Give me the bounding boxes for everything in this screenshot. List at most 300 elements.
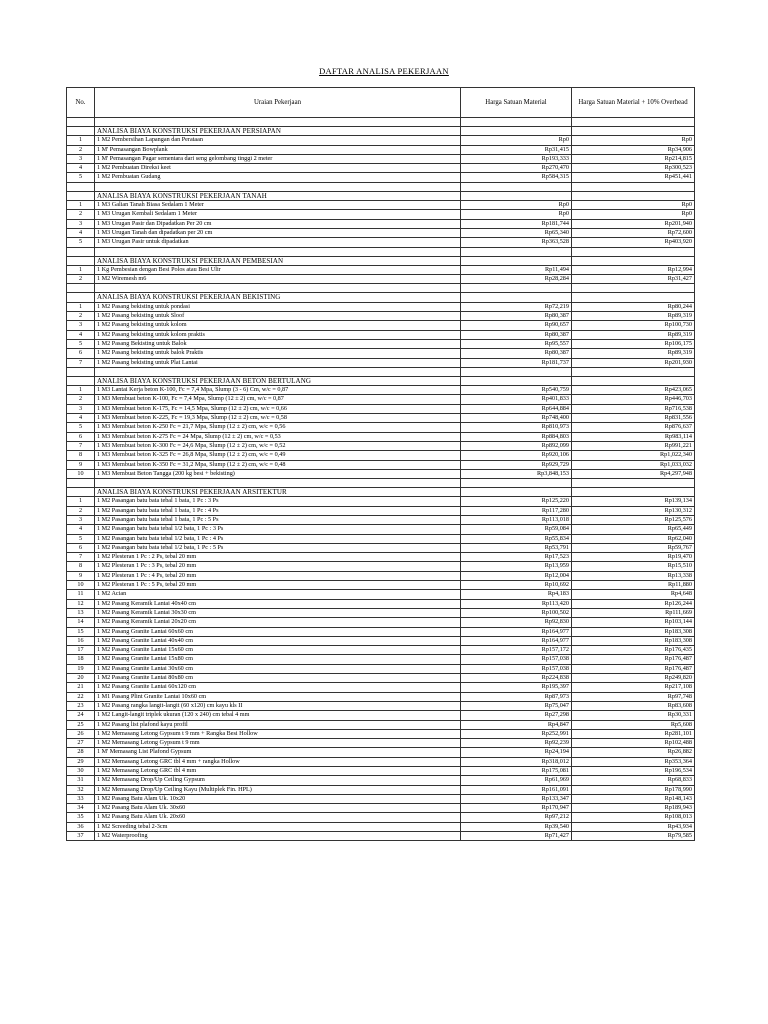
work-description: 1 M3 Membuat beton K-350 Fc = 31,2 Mpa, Slump (12 ± 2) cm, w/c = 0,48 bbox=[95, 460, 461, 469]
row-number: 4 bbox=[67, 414, 95, 423]
row-number: 1 bbox=[67, 201, 95, 210]
row-number: 10 bbox=[67, 469, 95, 478]
price-with-overhead: Rp126,244 bbox=[572, 599, 695, 608]
work-description: 1 M1 Pasang Plint Granite Lantai 10x60 cm bbox=[95, 692, 461, 701]
empty-cell bbox=[67, 247, 95, 256]
row-number: 35 bbox=[67, 813, 95, 822]
section-header-row bbox=[67, 293, 695, 302]
price-with-overhead: Rp106,175 bbox=[572, 339, 695, 348]
row-number: 1 bbox=[67, 386, 95, 395]
material-price: Rp929,729 bbox=[461, 460, 572, 469]
material-price: Rp540,759 bbox=[461, 386, 572, 395]
empty-cell bbox=[461, 367, 572, 376]
material-price: Rp164,977 bbox=[461, 627, 572, 636]
section-title: ANALISA BIAYA KONSTRUKSI PEKERJAAN BETON BERTULANG bbox=[95, 376, 461, 385]
table-row bbox=[67, 210, 695, 219]
row-number: 5 bbox=[67, 238, 95, 247]
work-description: 1 M2 Pasang bekisting untuk kolom praktis bbox=[95, 330, 461, 339]
work-description: 1 M2 Pasang bekisting untuk pondasi bbox=[95, 302, 461, 311]
row-number: 2 bbox=[67, 275, 95, 284]
price-with-overhead: Rp34,906 bbox=[572, 145, 695, 154]
material-price: Rp80,387 bbox=[461, 330, 572, 339]
price-with-overhead: Rp196,534 bbox=[572, 767, 695, 776]
table-row bbox=[67, 432, 695, 441]
price-with-overhead: Rp183,308 bbox=[572, 627, 695, 636]
empty-cell bbox=[572, 293, 695, 302]
price-with-overhead: Rp4,297,948 bbox=[572, 469, 695, 478]
work-description: 1 M2 Pasang Granite Lantai 80x80 cm bbox=[95, 674, 461, 683]
row-number: 4 bbox=[67, 525, 95, 534]
row-number: 11 bbox=[67, 590, 95, 599]
material-price: Rp584,315 bbox=[461, 173, 572, 182]
table-row bbox=[67, 748, 695, 757]
price-with-overhead: Rp201,930 bbox=[572, 358, 695, 367]
table-row bbox=[67, 720, 695, 729]
work-description: 1 M2 Pasang Keramik Lantai 20x20 cm bbox=[95, 618, 461, 627]
table-row bbox=[67, 729, 695, 738]
material-price: Rp193,333 bbox=[461, 154, 572, 163]
material-price: Rp75,047 bbox=[461, 701, 572, 710]
work-description: 1 M2 Memasang Letong GRC tbl 4 mm bbox=[95, 767, 461, 776]
row-number: 6 bbox=[67, 543, 95, 552]
price-with-overhead: Rp831,556 bbox=[572, 414, 695, 423]
empty-cell bbox=[95, 479, 461, 488]
table-row bbox=[67, 302, 695, 311]
work-description: 1 M2 Pasangan batu bata tebal 1/2 bata, 1 Pc : 5 Ps bbox=[95, 543, 461, 552]
table-row bbox=[67, 832, 695, 841]
table-row bbox=[67, 451, 695, 460]
price-with-overhead: Rp4,648 bbox=[572, 590, 695, 599]
row-number: 29 bbox=[67, 757, 95, 766]
table-row bbox=[67, 228, 695, 237]
material-price: Rp92,830 bbox=[461, 618, 572, 627]
work-description: 1 M2 Pasang bekisting untuk balok Praktis bbox=[95, 349, 461, 358]
price-with-overhead: Rp1,033,032 bbox=[572, 460, 695, 469]
empty-cell bbox=[67, 118, 95, 127]
table-row bbox=[67, 627, 695, 636]
row-number: 15 bbox=[67, 627, 95, 636]
table-row bbox=[67, 349, 695, 358]
row-number: 32 bbox=[67, 785, 95, 794]
price-with-overhead: Rp0 bbox=[572, 210, 695, 219]
price-with-overhead: Rp876,637 bbox=[572, 423, 695, 432]
price-with-overhead: Rp62,040 bbox=[572, 534, 695, 543]
row-number: 37 bbox=[67, 832, 95, 841]
price-with-overhead: Rp31,427 bbox=[572, 275, 695, 284]
table-row bbox=[67, 692, 695, 701]
price-with-overhead: Rp89,319 bbox=[572, 312, 695, 321]
row-number: 28 bbox=[67, 748, 95, 757]
spacer-row bbox=[67, 367, 695, 376]
material-price: Rp55,834 bbox=[461, 534, 572, 543]
material-price: Rp892,099 bbox=[461, 441, 572, 450]
row-number: 3 bbox=[67, 219, 95, 228]
empty-cell bbox=[95, 367, 461, 376]
row-number: 8 bbox=[67, 562, 95, 571]
row-number: 9 bbox=[67, 460, 95, 469]
price-with-overhead: Rp125,576 bbox=[572, 515, 695, 524]
work-description: 1 M3 Lantai Kerja beton K-100, Fc = 7,4 Mpa, Slump (3 - 6) Cm, w/c = 0,87 bbox=[95, 386, 461, 395]
material-price: Rp28,284 bbox=[461, 275, 572, 284]
price-with-overhead: Rp214,815 bbox=[572, 154, 695, 163]
table-row bbox=[67, 543, 695, 552]
empty-cell bbox=[67, 488, 95, 497]
table-row bbox=[67, 469, 695, 478]
row-number: 8 bbox=[67, 451, 95, 460]
spacer-row bbox=[67, 284, 695, 293]
row-number: 19 bbox=[67, 664, 95, 673]
table-row bbox=[67, 739, 695, 748]
material-price: Rp252,991 bbox=[461, 729, 572, 738]
price-with-overhead: Rp451,441 bbox=[572, 173, 695, 182]
price-with-overhead: Rp183,308 bbox=[572, 636, 695, 645]
work-description: 1 M2 Pasangan batu bata tebal 1 bata, 1 Pc : 5 Ps bbox=[95, 515, 461, 524]
section-title: ANALISA BIAYA KONSTRUKSI PEKERJAAN ARSITEKTUR bbox=[95, 488, 461, 497]
price-with-overhead: Rp80,244 bbox=[572, 302, 695, 311]
table-row bbox=[67, 813, 695, 822]
row-number: 31 bbox=[67, 776, 95, 785]
table-row bbox=[67, 822, 695, 831]
section-title: ANALISA BIAYA KONSTRUKSI PEKERJAAN PEMBESIAN bbox=[95, 256, 461, 265]
price-with-overhead: Rp15,510 bbox=[572, 562, 695, 571]
work-description: 1 M2 Memasang Letong Gypsum t 9 mm bbox=[95, 739, 461, 748]
material-price: Rp170,947 bbox=[461, 804, 572, 813]
table-row bbox=[67, 312, 695, 321]
empty-cell bbox=[67, 191, 95, 200]
material-price: Rp884,803 bbox=[461, 432, 572, 441]
material-price: Rp71,427 bbox=[461, 832, 572, 841]
work-description: 1 Kg Pembesian dengan Besi Polos atau Besi Ulir bbox=[95, 265, 461, 274]
empty-cell bbox=[67, 293, 95, 302]
row-number: 7 bbox=[67, 358, 95, 367]
empty-cell bbox=[572, 191, 695, 200]
empty-cell bbox=[461, 479, 572, 488]
price-with-overhead: Rp72,600 bbox=[572, 228, 695, 237]
material-price: Rp90,657 bbox=[461, 321, 572, 330]
empty-cell bbox=[67, 479, 95, 488]
work-description: 1 M2 Pasang Batu Alam Uk. 10x20 bbox=[95, 794, 461, 803]
empty-cell bbox=[67, 284, 95, 293]
price-with-overhead: Rp12,994 bbox=[572, 265, 695, 274]
material-price: Rp72,219 bbox=[461, 302, 572, 311]
price-with-overhead: Rp148,143 bbox=[572, 794, 695, 803]
price-with-overhead: Rp59,767 bbox=[572, 543, 695, 552]
empty-cell bbox=[572, 127, 695, 136]
table-row bbox=[67, 339, 695, 348]
document-title: DAFTAR ANALISA PEKERJAAN bbox=[319, 66, 449, 76]
material-price: Rp31,415 bbox=[461, 145, 572, 154]
work-description: 1 M2 Memasang Letong Gypsum t 9 mm + Rangka Besi Hollow bbox=[95, 729, 461, 738]
table-row bbox=[67, 711, 695, 720]
table-row bbox=[67, 599, 695, 608]
empty-cell bbox=[95, 118, 461, 127]
work-description: 1 M2 Pasang Bekisting untuk Balok bbox=[95, 339, 461, 348]
table-row bbox=[67, 655, 695, 664]
price-with-overhead: Rp176,487 bbox=[572, 655, 695, 664]
empty-cell bbox=[572, 182, 695, 191]
spacer-row bbox=[67, 182, 695, 191]
material-price: Rp117,280 bbox=[461, 506, 572, 515]
empty-cell bbox=[67, 256, 95, 265]
table-row bbox=[67, 201, 695, 210]
table-row bbox=[67, 497, 695, 506]
work-description: 1 M2 Acian bbox=[95, 590, 461, 599]
price-with-overhead: Rp716,538 bbox=[572, 404, 695, 413]
material-price: Rp270,470 bbox=[461, 164, 572, 173]
table-row bbox=[67, 145, 695, 154]
work-description: 1 M2 Memasang Drop/Up Ceiling Kayu (Multiplek Fin. HPL) bbox=[95, 785, 461, 794]
section-title: ANALISA BIAYA KONSTRUKSI PEKERJAAN PERSIAPAN bbox=[95, 127, 461, 136]
table-row bbox=[67, 154, 695, 163]
work-description: 1 M2 Plesteran 1 Pc : 4 Ps, tebal 20 mm bbox=[95, 571, 461, 580]
empty-cell bbox=[67, 376, 95, 385]
table-row bbox=[67, 571, 695, 580]
table-row bbox=[67, 804, 695, 813]
table-row bbox=[67, 515, 695, 524]
work-description: 1 M3 Membuat beton K-275 Fc = 24 Mpa, Slump (12 ± 2) cm, w/c = 0,53 bbox=[95, 432, 461, 441]
table-row bbox=[67, 534, 695, 543]
work-description: 1 M3 Urugan Tanah dan dipadatkan per 20 cm bbox=[95, 228, 461, 237]
empty-cell bbox=[461, 256, 572, 265]
table-row bbox=[67, 562, 695, 571]
work-description: 1 M2 Plesteran 1 Pc : 2 Ps, tebal 20 mm bbox=[95, 553, 461, 562]
table-row bbox=[67, 776, 695, 785]
price-with-overhead: Rp0 bbox=[572, 136, 695, 145]
price-with-overhead: Rp217,108 bbox=[572, 683, 695, 692]
section-header-row bbox=[67, 191, 695, 200]
table-row bbox=[67, 506, 695, 515]
table-header-row bbox=[67, 88, 695, 118]
empty-cell bbox=[461, 127, 572, 136]
table-row bbox=[67, 553, 695, 562]
table-row bbox=[67, 618, 695, 627]
price-with-overhead: Rp43,934 bbox=[572, 822, 695, 831]
material-price: Rp59,084 bbox=[461, 525, 572, 534]
material-price: Rp97,212 bbox=[461, 813, 572, 822]
row-number: 2 bbox=[67, 312, 95, 321]
row-number: 21 bbox=[67, 683, 95, 692]
empty-cell bbox=[95, 182, 461, 191]
section-title: ANALISA BIAYA KONSTRUKSI PEKERJAAN TANAH bbox=[95, 191, 461, 200]
material-price: Rp61,969 bbox=[461, 776, 572, 785]
table-row bbox=[67, 608, 695, 617]
row-number: 27 bbox=[67, 739, 95, 748]
spacer-row bbox=[67, 247, 695, 256]
row-number: 2 bbox=[67, 145, 95, 154]
work-description: 1 M2 Pembuatan Gudang bbox=[95, 173, 461, 182]
row-number: 6 bbox=[67, 349, 95, 358]
material-price: Rp363,528 bbox=[461, 238, 572, 247]
empty-cell bbox=[461, 293, 572, 302]
empty-cell bbox=[461, 191, 572, 200]
material-price: Rp4,183 bbox=[461, 590, 572, 599]
material-price: Rp157,172 bbox=[461, 646, 572, 655]
empty-cell bbox=[572, 256, 695, 265]
material-price: Rp181,744 bbox=[461, 219, 572, 228]
empty-cell bbox=[461, 284, 572, 293]
material-price: Rp11,494 bbox=[461, 265, 572, 274]
analysis-table bbox=[66, 87, 695, 841]
section-title: ANALISA BIAYA KONSTRUKSI PEKERJAAN BEKISTING bbox=[95, 293, 461, 302]
material-price: Rp0 bbox=[461, 201, 572, 210]
price-with-overhead: Rp991,221 bbox=[572, 441, 695, 450]
work-description: 1 M2 Pasang rangka langit-langit (60 x120) cm kayu kls II bbox=[95, 701, 461, 710]
material-price: Rp100,502 bbox=[461, 608, 572, 617]
material-price: Rp195,397 bbox=[461, 683, 572, 692]
work-description: 1 M2 Pasang Granite Lantai 15x60 cm bbox=[95, 646, 461, 655]
row-number: 9 bbox=[67, 571, 95, 580]
row-number: 4 bbox=[67, 164, 95, 173]
table-row bbox=[67, 701, 695, 710]
row-number: 1 bbox=[67, 136, 95, 145]
row-number: 30 bbox=[67, 767, 95, 776]
material-price: Rp157,038 bbox=[461, 655, 572, 664]
table-row bbox=[67, 646, 695, 655]
empty-cell bbox=[572, 376, 695, 385]
table-row bbox=[67, 330, 695, 339]
empty-cell bbox=[461, 488, 572, 497]
row-number: 1 bbox=[67, 302, 95, 311]
price-with-overhead: Rp1,022,340 bbox=[572, 451, 695, 460]
work-description: 1 M2 Memasang Letong GRC tbl 4 mm + rangka Hollow bbox=[95, 757, 461, 766]
row-number: 5 bbox=[67, 339, 95, 348]
price-with-overhead: Rp353,364 bbox=[572, 757, 695, 766]
material-price: Rp53,791 bbox=[461, 543, 572, 552]
table-row bbox=[67, 414, 695, 423]
table-row bbox=[67, 238, 695, 247]
material-price: Rp95,557 bbox=[461, 339, 572, 348]
material-price: Rp920,106 bbox=[461, 451, 572, 460]
table-row bbox=[67, 386, 695, 395]
empty-cell bbox=[461, 118, 572, 127]
table-row bbox=[67, 590, 695, 599]
empty-cell bbox=[95, 284, 461, 293]
row-number: 1 bbox=[67, 497, 95, 506]
row-number: 4 bbox=[67, 228, 95, 237]
row-number: 1 bbox=[67, 265, 95, 274]
work-description: 1 M2 Pasang Granite Lantai 15x80 cm bbox=[95, 655, 461, 664]
table-row bbox=[67, 219, 695, 228]
material-price: Rp175,081 bbox=[461, 767, 572, 776]
work-description: 1 M3 Membuat beton K-325 Fc = 26,8 Mpa, Slump (12 ± 2) cm, w/c = 0,49 bbox=[95, 451, 461, 460]
row-number: 6 bbox=[67, 432, 95, 441]
row-number: 3 bbox=[67, 404, 95, 413]
work-description: 1 M' Memasang List Plafond Gypsum bbox=[95, 748, 461, 757]
table-row bbox=[67, 785, 695, 794]
row-number: 2 bbox=[67, 210, 95, 219]
work-description: 1 M2 Pasang Keramik Lantai 40x40 cm bbox=[95, 599, 461, 608]
price-with-overhead: Rp249,820 bbox=[572, 674, 695, 683]
table-row bbox=[67, 757, 695, 766]
row-number: 24 bbox=[67, 711, 95, 720]
row-number: 18 bbox=[67, 655, 95, 664]
price-with-overhead: Rp83,608 bbox=[572, 701, 695, 710]
price-with-overhead: Rp281,101 bbox=[572, 729, 695, 738]
row-number: 2 bbox=[67, 395, 95, 404]
material-price: Rp87,973 bbox=[461, 692, 572, 701]
work-description: 1 M2 Memasang Drop/Up Ceiling Gypsum bbox=[95, 776, 461, 785]
material-price: Rp125,220 bbox=[461, 497, 572, 506]
price-with-overhead: Rp201,940 bbox=[572, 219, 695, 228]
price-with-overhead: Rp403,920 bbox=[572, 238, 695, 247]
price-with-overhead: Rp108,013 bbox=[572, 813, 695, 822]
work-description: 1 M3 Galian Tanah Biasa Sedalam 1 Meter bbox=[95, 201, 461, 210]
price-with-overhead: Rp11,880 bbox=[572, 581, 695, 590]
table-row bbox=[67, 441, 695, 450]
price-with-overhead: Rp30,331 bbox=[572, 711, 695, 720]
material-price: Rp27,298 bbox=[461, 711, 572, 720]
price-with-overhead: Rp983,114 bbox=[572, 432, 695, 441]
table-row bbox=[67, 664, 695, 673]
price-with-overhead: Rp300,523 bbox=[572, 164, 695, 173]
material-price: Rp12,004 bbox=[461, 571, 572, 580]
material-price: Rp748,400 bbox=[461, 414, 572, 423]
price-with-overhead: Rp65,449 bbox=[572, 525, 695, 534]
price-with-overhead: Rp176,435 bbox=[572, 646, 695, 655]
row-number: 36 bbox=[67, 822, 95, 831]
work-description: 1 M2 Pasangan batu bata tebal 1/2 bata, 1 Pc : 3 Ps bbox=[95, 525, 461, 534]
table-row bbox=[67, 136, 695, 145]
row-number: 2 bbox=[67, 506, 95, 515]
work-description: 1 M3 Membuat beton K-225, Fc = 19,3 Mpa, Slump (12 ± 2) cm, w/c = 0,58 bbox=[95, 414, 461, 423]
empty-cell bbox=[572, 488, 695, 497]
table-row bbox=[67, 581, 695, 590]
price-with-overhead: Rp89,319 bbox=[572, 330, 695, 339]
price-with-overhead: Rp102,488 bbox=[572, 739, 695, 748]
price-with-overhead: Rp68,833 bbox=[572, 776, 695, 785]
table-row bbox=[67, 674, 695, 683]
work-description: 1 M2 Screeding tebal 2-3cm bbox=[95, 822, 461, 831]
table-row bbox=[67, 525, 695, 534]
table-row bbox=[67, 321, 695, 330]
price-with-overhead: Rp103,144 bbox=[572, 618, 695, 627]
empty-cell bbox=[461, 182, 572, 191]
price-with-overhead: Rp111,669 bbox=[572, 608, 695, 617]
row-number: 13 bbox=[67, 608, 95, 617]
table-row bbox=[67, 460, 695, 469]
row-number: 7 bbox=[67, 553, 95, 562]
row-number: 23 bbox=[67, 701, 95, 710]
work-description: 1 M2 Plesteran 1 Pc : 3 Ps, tebal 20 mm bbox=[95, 562, 461, 571]
work-description: 1 M2 Pasang Batu Alam Uk. 30x60 bbox=[95, 804, 461, 813]
row-number: 25 bbox=[67, 720, 95, 729]
row-number: 3 bbox=[67, 515, 95, 524]
price-with-overhead: Rp189,943 bbox=[572, 804, 695, 813]
table-row bbox=[67, 794, 695, 803]
material-price: Rp181,737 bbox=[461, 358, 572, 367]
work-description: 1 M2 Pasang list plafond kayu profil bbox=[95, 720, 461, 729]
row-number: 10 bbox=[67, 581, 95, 590]
table-body bbox=[67, 118, 695, 841]
work-description: 1 M2 Pasang bekisting untuk kolom bbox=[95, 321, 461, 330]
material-price: Rp810,973 bbox=[461, 423, 572, 432]
empty-cell bbox=[67, 127, 95, 136]
row-number: 7 bbox=[67, 441, 95, 450]
material-price: Rp644,884 bbox=[461, 404, 572, 413]
material-price: Rp17,523 bbox=[461, 553, 572, 562]
material-price: Rp10,692 bbox=[461, 581, 572, 590]
work-description: 1 M3 Urugan Kembali Sedalam 1 Meter bbox=[95, 210, 461, 219]
work-description: 1 M3 Urugan Pasir untuk dipadatkan bbox=[95, 238, 461, 247]
work-description: 1 M2 Pasangan batu bata tebal 1 bata, 1 Pc : 3 Ps bbox=[95, 497, 461, 506]
section-header-row bbox=[67, 488, 695, 497]
row-number: 22 bbox=[67, 692, 95, 701]
section-header-row bbox=[67, 127, 695, 136]
row-number: 14 bbox=[67, 618, 95, 627]
material-price: Rp164,977 bbox=[461, 636, 572, 645]
table-row bbox=[67, 275, 695, 284]
work-description: 1 M2 Pasang Batu Alam Uk. 20x60 bbox=[95, 813, 461, 822]
